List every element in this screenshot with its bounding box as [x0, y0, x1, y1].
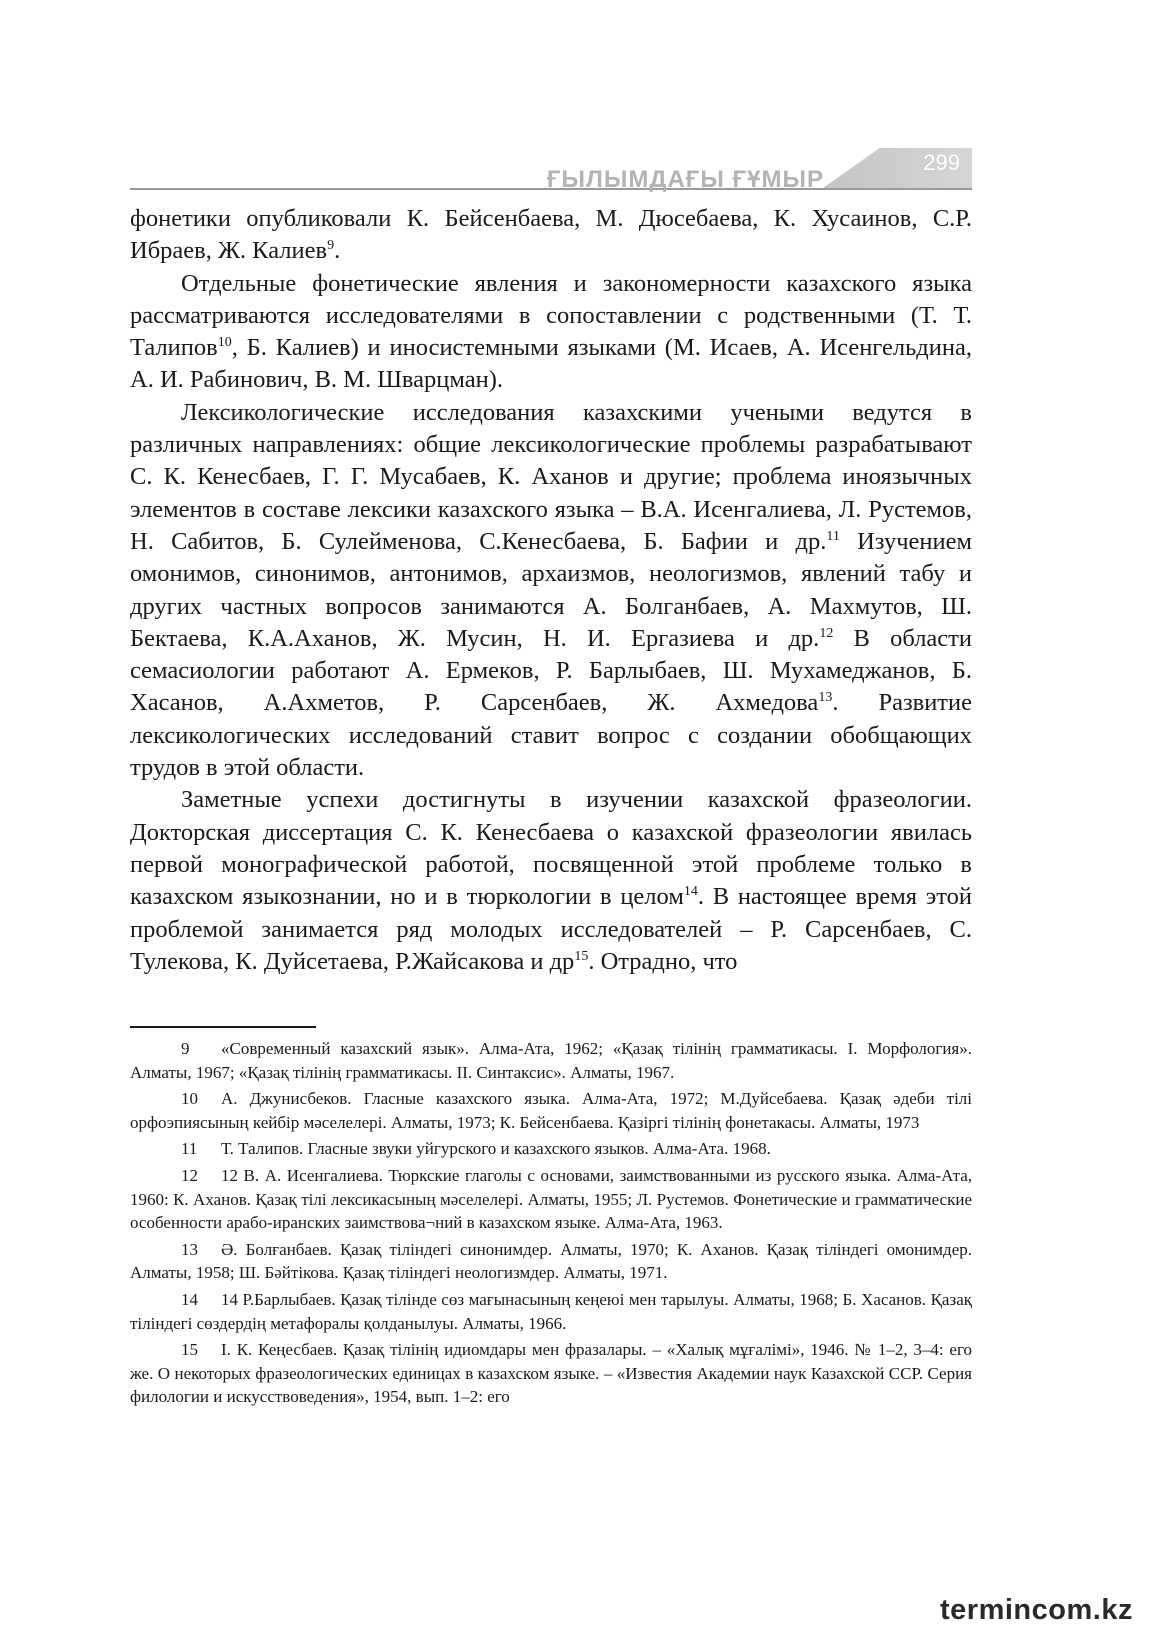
footnote-10: 10 А. Джунисбеков. Гласные казахского языка. Алма-Ата, 1972; М.Дуйсебаева. Қазақ әдеби тілі орфоэпиясының кейбір мәселелері. Алматы, 1973; К. Бейсенбаева. Қазіргі тілінің фонетакасы. Алматы, 1973: [130, 1089, 972, 1132]
paragraph-2: Отдельные фонетические явления и закономерности казахского языка рассматриваются исследователями в сопоставлении с родственными (Т. Т. Талипов$^{10}$, Б. Калиев) и иносистемными языками (М. Исаев, А. Исенгельдина, А. И. Рабинович, В. М. Шварцман).: [130, 269, 972, 394]
footnote-ref-9[interactable]: 9: [327, 238, 335, 254]
footnote-ref-12[interactable]: 12: [819, 625, 834, 641]
footnote-ref-15[interactable]: 15: [574, 948, 589, 964]
paragraph-1: фонетики опубликовали К. Бейсенбаева, М. Дюсебаева, К. Хусаинов, С.Р. Ибраев, Ж. Калиев$^9$.: [130, 205, 972, 265]
footnote-ref-11[interactable]: 11: [826, 528, 840, 544]
paragraph-4: Заметные успехи достигнуты в изучении казахской фразеологии. Докторская диссертация С. К. Кенесбаева о казахской фразеологии явилась первой монографической работой, посвященной этой проблеме только в казахском языкознании, но и в тюркологии в целом$^{14}$. В настоящее время этой проблемой занимается ряд молодых исследователей – Р. Сарсенбаев, С. Тулекова, К. Дуйсетаева, Р.Жайсакова и $др^{15}$. Отрадно, что: [130, 786, 972, 975]
footnotes: [130, 1037, 972, 1412]
running-title: ҒЫЛЫМДАҒЫ ҒҰМЫР: [546, 166, 824, 193]
footnote-9: 9 «Современный казахский язык». Алма-Ата, 1962; «Қазақ тілінің грамматикасы. І. Морфология». Алматы, 1967; «Қазақ тілінің грамматикасы. ІІ. Синтаксис». Алматы, 1967.: [130, 1039, 972, 1082]
footnote-ref-14[interactable]: 14: [683, 884, 698, 900]
footnote-12: 12 12 В. А. Исенгалиева. Тюркские глаголы с основами, заимствованными из русского языка. Алма-Ата, 1960: К. Аханов. Қазақ тілі лексикасының мәселелері. Алматы, 1955; Л. Рустемов. Фонетические и грамматические особенности арабо-иранских заимствова¬ний в казахском языке. Алма-Ата, 1963.: [130, 1165, 972, 1233]
watermark-logo: termincom.kz: [940, 1594, 1133, 1626]
footnote-11: 11 Т. Талипов. Гласные звуки уйгурского и казахского языков. Алма-Ата. 1968.: [181, 1139, 771, 1159]
footnote-14: 14 14 Р.Барлыбаев. Қазақ тілінде сөз мағынасының кеңеюі мен тарылуы. Алматы, 1968; Б. Хасанов. Қазақ тіліндегі сөздердің метафоралы қолданылуы. Алматы, 1966.: [130, 1289, 972, 1333]
footnote-15: 15 І. К. Кеңесбаев. Қазақ тілінің идиомдары мен фразалары. – «Халық мұғалімі», 1946. № 1–2, 3–4: его же. О некоторых фразеологических единицах в казахском языке. – «Известия Академии наук Казахской ССР. Серия филологии и искусствоведения», 1954, вып. 1–2: его: [130, 1340, 972, 1407]
running-header: [130, 144, 972, 192]
footnote-13: 13 Ә. Болғанбаев. Қазақ тіліндегі синонимдер. Алматы, 1970; К. Аханов. Қазақ тіліндегі омонимдер. Алматы, 1958; Ш. Бәйтікова. Қазақ тіліндегі неологизмдер. Алматы, 1971.: [130, 1239, 972, 1283]
footnote-ref-10[interactable]: 10: [217, 335, 232, 351]
footnote-ref-13[interactable]: 13: [818, 690, 833, 706]
page-number: 299: [923, 150, 960, 175]
footnote-separator: [130, 1026, 316, 1028]
paragraph-3: Лексикологические исследования казахскими учеными ведутся в различных направлениях: общие лексикологические проблемы разрабатывают С. К. Кенесбаев, Г. Г. Мусабаев, К. Аханов и другие; проблема иноязычных элементов в составе лексики казахского языка – В.А. Исенгалиева, Л. Рустемов, Н. Сабитов, Б. Сулейменова, С.Кенесбаева, Б. Бафии и др.$^{11}$ Изучением омонимов, синонимов, антонимов, архаизмов, неологизмов, явлений табу и других частных вопросов занимаются А. Болганбаев, А. Махмутов, Ш. Бектаева, К.А.Аханов, Ж. Мусин, Н. И. Ергазиева и др.$^{12}$ В области семасиологии работают А. Ермеков, Р. Барлыбаев, Ш. Мухамеджанов, Б. Хасанов, А.Ахметов, Р. Сарсенбаев, Ж. Ахмедова$^{13}$. Развитие лексикологических исследований ставит вопрос с создании обобщающих трудов в этой области.: [130, 398, 972, 782]
main-text: [130, 203, 972, 978]
